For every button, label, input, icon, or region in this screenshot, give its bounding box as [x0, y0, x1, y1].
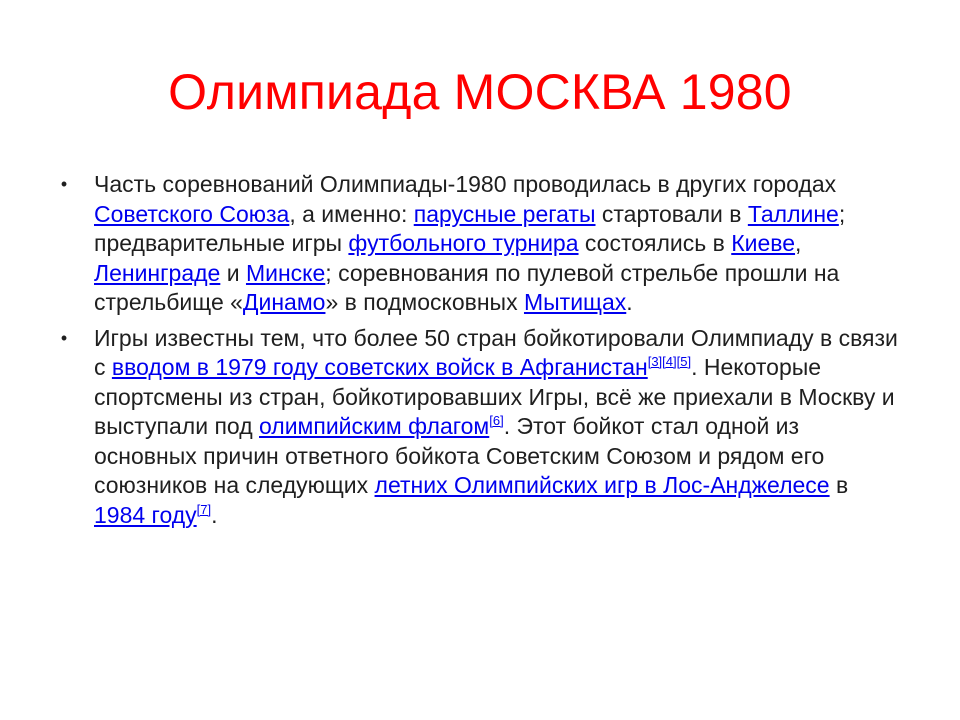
hyperlink[interactable]: Минске — [245, 259, 326, 286]
body-text: стартовали в — [595, 200, 748, 227]
body-text: Часть соревнований Олимпиады-1980 проводилась в других городах — [94, 171, 837, 197]
bullet-paragraph — [57, 324, 902, 531]
hyperlink[interactable]: парусные регаты — [413, 200, 596, 227]
body-text: ; предварительные игры — [94, 200, 846, 256]
body-text: и — [220, 259, 246, 286]
body-text: . Этот бойкот стал одной из основных причин ответного бойкота Советским Союзом и рядом его союзников на следующих — [94, 413, 825, 498]
hyperlink[interactable]: Ленинграде — [94, 259, 221, 286]
body-text: , — [795, 230, 802, 256]
hyperlink[interactable]: олимпийским флагом — [259, 413, 490, 439]
body-text: . Некоторые спортсмены из стран, бойкотировавших Игры, всё же приехали в Москву и выступали под — [94, 354, 895, 439]
body-text: ; соревнования по пулевой стрельбе прошли на стрельбище « — [94, 259, 840, 315]
bullet-paragraph — [57, 170, 902, 318]
reference-superscript[interactable]: [6] — [489, 413, 504, 428]
hyperlink[interactable]: Мытищах — [523, 289, 627, 315]
hyperlink[interactable]: Киеве — [731, 230, 796, 256]
hyperlink[interactable]: Динамо — [242, 289, 326, 315]
slide-title: Олимпиада МОСКВА 1980 — [168, 64, 792, 120]
body-text: . — [211, 501, 218, 528]
slide-body — [57, 170, 902, 536]
hyperlink[interactable]: Таллине — [747, 200, 839, 227]
hyperlink[interactable]: вводом в 1979 году советских войск в Афганистан — [111, 354, 648, 380]
bullet-icon: • — [60, 174, 68, 194]
body-text: состоялись в — [578, 230, 732, 256]
bullet-icon: • — [60, 327, 68, 348]
hyperlink[interactable]: Советского Союза — [94, 200, 290, 227]
hyperlink[interactable]: футбольного турнира — [348, 230, 579, 256]
body-text: , а именно: — [289, 200, 414, 227]
body-text: Игры известны тем, что более 50 стран бойкотировали Олимпиаду в связи с — [94, 324, 898, 380]
reference-superscript[interactable]: [7] — [196, 501, 212, 517]
hyperlink[interactable]: летних Олимпийских игр в Лос-Анджелесе — [374, 472, 830, 498]
body-text: в — [829, 472, 849, 498]
reference-superscript[interactable]: [3][4][5] — [647, 354, 692, 369]
body-text: » в подмосковных — [325, 289, 524, 315]
hyperlink[interactable]: 1984 году — [94, 501, 197, 528]
body-text: . — [626, 289, 633, 315]
